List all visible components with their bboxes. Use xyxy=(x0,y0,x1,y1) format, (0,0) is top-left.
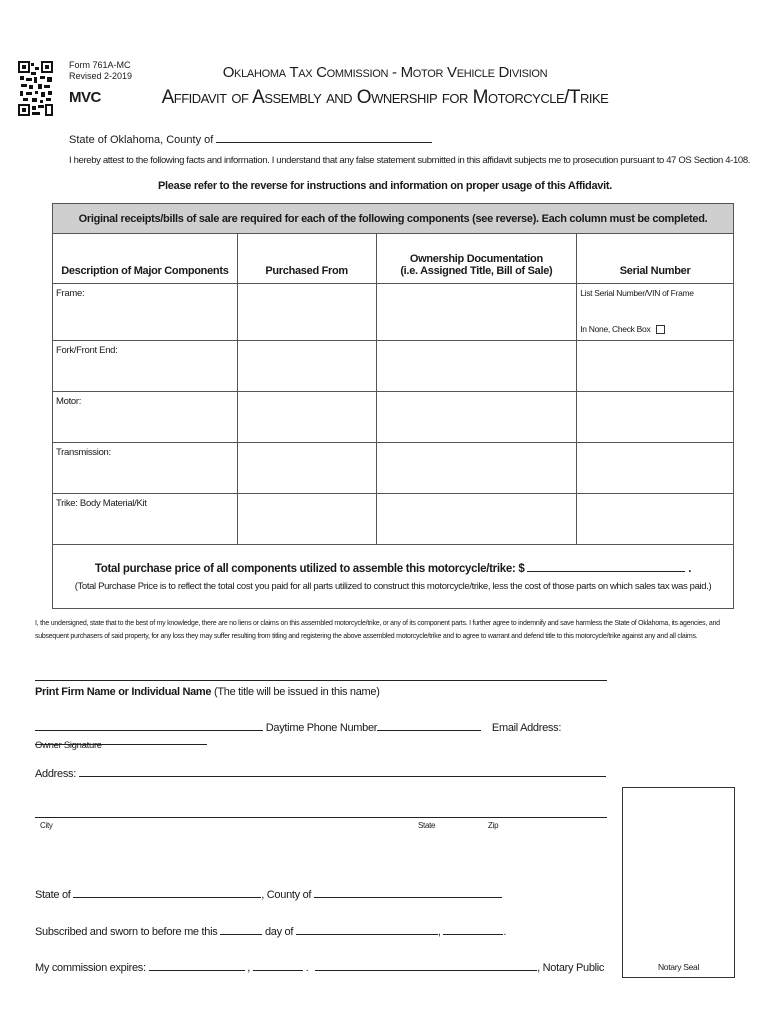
notary-state-label: State of xyxy=(35,889,71,901)
col-ownership xyxy=(376,234,577,284)
col-purchased: Purchased From xyxy=(237,234,376,284)
transmission-ownership-field[interactable] xyxy=(376,443,577,494)
trike-serial-field[interactable] xyxy=(577,494,734,545)
col-description: Description of Major Components xyxy=(53,234,238,284)
phone-label: Daytime Phone Number xyxy=(265,722,378,734)
form-revised: Revised 2-2019 xyxy=(69,71,133,81)
notary-public-label: , Notary Public xyxy=(537,962,605,974)
motor-purchased-field[interactable] xyxy=(237,392,376,443)
commission-row: My commission expires: , . , Notary Public xyxy=(35,962,605,974)
owner-signature-field[interactable] xyxy=(35,720,263,731)
table-banner: Original receipts/bills of sale are required for each of the following components (see reverse). Each column must be completed. xyxy=(53,204,734,234)
indemnify-statement: I, the undersigned, state that to the best of my knowledge, there are no liens or claims on this assembled motorcycle/trike, or any of its component parts. I further agree to indemnify and save harmless the State of Oklahoma, its agencies, and subsequent purchasers of said property, for any loss they may suffer resulting from titling and registering the above assembled motorcycle/trike and to agree to warrant and defend title to this motorcycle/trike against any and all claims. xyxy=(35,620,720,640)
total-cell xyxy=(53,545,734,609)
total-line: Total purchase price of all components utilized to assemble this motorcycle/trike: $ . xyxy=(94,563,692,575)
frame-serial-note: List Serial Number/VIN of Frame xyxy=(580,288,694,298)
frame-none-checkbox[interactable] xyxy=(656,325,665,334)
total-row xyxy=(53,545,734,609)
print-name-field[interactable] xyxy=(35,680,607,681)
owner-signature-label: Owner Signature xyxy=(35,740,102,751)
trike-purchased-field[interactable] xyxy=(237,494,376,545)
attest-statement: I hereby attest to the following facts and information. I understand that any false statement submitted in this affidavit subjects me to prosecution pursuant to 47 OS Section 4-108. xyxy=(69,155,751,166)
motor-serial-field[interactable] xyxy=(577,392,734,443)
table-row xyxy=(53,341,734,392)
motor-ownership-field[interactable] xyxy=(376,392,577,443)
sworn-year-field[interactable] xyxy=(443,924,503,935)
transmission-serial-field[interactable] xyxy=(577,443,734,494)
components-table xyxy=(52,203,734,609)
table-banner-row xyxy=(53,204,734,234)
total-price-field[interactable] xyxy=(527,561,685,572)
fork-ownership-field[interactable] xyxy=(376,341,577,392)
phone-field[interactable] xyxy=(377,720,481,731)
table-row xyxy=(53,443,734,494)
form-title: Affidavit of Assembly and Ownership for Motorcycle/Trike xyxy=(161,87,609,108)
city-state-zip-field[interactable] xyxy=(35,817,607,818)
notary-county-label: , County of xyxy=(261,889,312,901)
notary-seal-box xyxy=(622,787,735,978)
address-row xyxy=(35,766,606,780)
row-label-motor: Motor: xyxy=(53,392,238,443)
sworn-row: Subscribed and sworn to before me this day of , . xyxy=(35,926,507,938)
address-field[interactable] xyxy=(79,766,606,777)
table-row xyxy=(53,392,734,443)
frame-purchased-field[interactable] xyxy=(237,284,376,341)
notary-name-field[interactable] xyxy=(315,960,537,971)
commission-month-field[interactable] xyxy=(149,960,245,971)
row-label-fork: Fork/Front End: xyxy=(53,341,238,392)
table-header-row xyxy=(53,234,734,284)
form-number: Form 761A-MC xyxy=(69,60,131,70)
county-line xyxy=(69,132,432,146)
col-ownership-line2: (i.e. Assigned Title, Bill of Sale) xyxy=(400,265,553,277)
sworn-month-field[interactable] xyxy=(296,924,438,935)
row-label-trike: Trike: Body Material/Kit xyxy=(53,494,238,545)
sworn-day-field[interactable] xyxy=(220,924,262,935)
notary-state-field[interactable] xyxy=(73,887,261,898)
notary-seal-label: Notary Seal xyxy=(657,962,700,972)
row-label-frame: Frame: xyxy=(53,284,238,341)
frame-none-note: In None, Check Box xyxy=(580,324,651,334)
agency-text: Oklahoma Tax Commission - Motor Vehicle Division xyxy=(222,64,548,81)
sworn-label: Subscribed and sworn to before me this xyxy=(35,926,218,938)
frame-serial-field[interactable] xyxy=(577,284,734,341)
fork-serial-field[interactable] xyxy=(577,341,734,392)
transmission-purchased-field[interactable] xyxy=(237,443,376,494)
county-field[interactable] xyxy=(216,132,432,143)
form-code: MVC xyxy=(69,89,101,106)
print-name-note: (The title will be issued in this name) xyxy=(214,686,380,698)
zip-label: Zip xyxy=(488,821,499,830)
commission-day-field[interactable] xyxy=(253,960,303,971)
county-label: State of Oklahoma, County of xyxy=(69,134,214,146)
refer-note: Please refer to the reverse for instructions and information on proper usage of this Affidavit. xyxy=(158,180,612,192)
city-label: City xyxy=(40,821,53,830)
notary-state-row xyxy=(35,887,502,901)
row-label-transmission: Transmission: xyxy=(53,443,238,494)
total-label: Total purchase price of all components utilized to assemble this motorcycle/trike: $ xyxy=(94,563,525,575)
fork-purchased-field[interactable] xyxy=(237,341,376,392)
notary-county-field[interactable] xyxy=(314,887,502,898)
trike-ownership-field[interactable] xyxy=(376,494,577,545)
state-label: State xyxy=(418,821,436,830)
table-row xyxy=(53,284,734,341)
print-name-label xyxy=(35,686,380,698)
signature-row xyxy=(35,720,735,748)
print-name-bold: Print Firm Name or Individual Name xyxy=(35,686,212,698)
address-label: Address: xyxy=(35,768,77,780)
col-serial: Serial Number xyxy=(577,234,734,284)
frame-ownership-field[interactable] xyxy=(376,284,577,341)
agency-name xyxy=(0,64,770,81)
email-label: Email Address: xyxy=(491,722,562,734)
frame-none-row xyxy=(580,324,730,334)
commission-label: My commission expires: xyxy=(35,962,146,974)
table-row xyxy=(53,494,734,545)
col-ownership-line1: Ownership Documentation xyxy=(409,253,543,265)
total-note: (Total Purchase Price is to reflect the total cost you paid for all parts utilized to construct this motorcycle/trike, less the cost of those parts on which sales tax was paid.) xyxy=(74,581,712,592)
day-of-label: day of xyxy=(264,926,294,938)
